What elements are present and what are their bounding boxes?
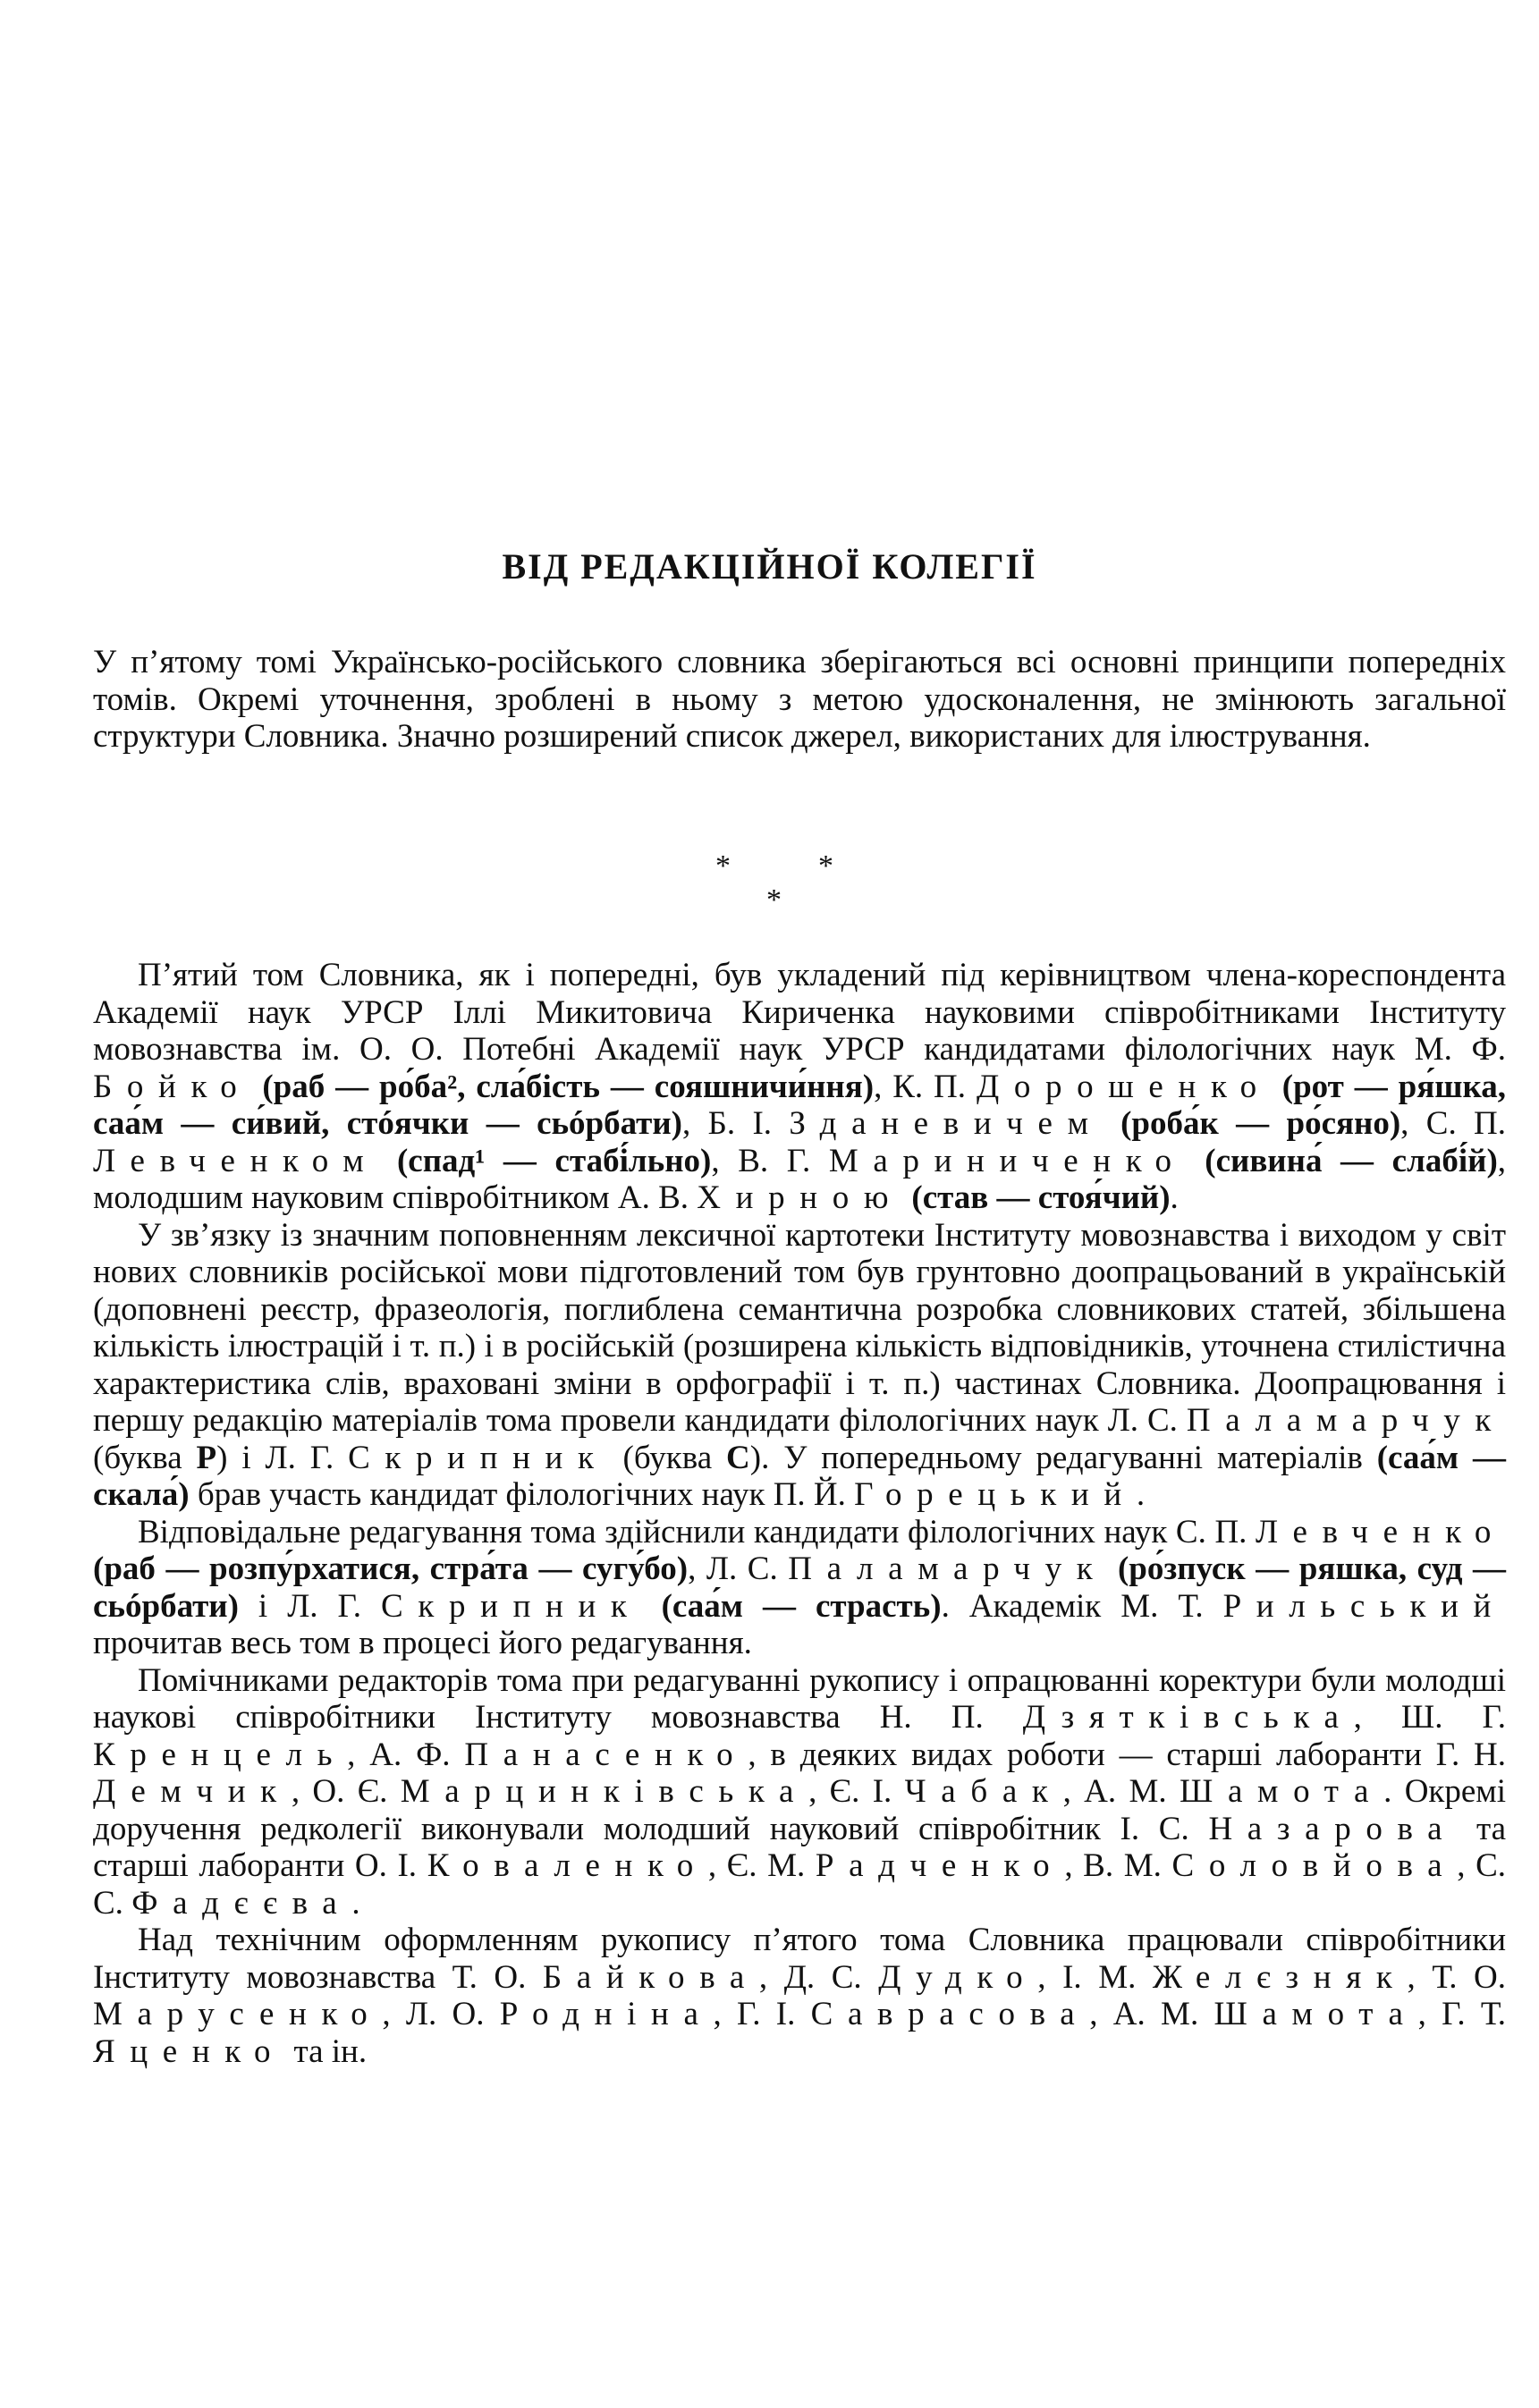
text-run: , С. С. (93, 1847, 1507, 1922)
text-run: , Л. О. (382, 1996, 500, 2032)
person-name: Фадєєва (131, 1884, 352, 1922)
text-run: , в деяких видах роботи — старші лаборанти Г. Н. (748, 1736, 1507, 1773)
text-run: , К. П. (874, 1068, 977, 1105)
person-name: Соловйова (1171, 1847, 1458, 1884)
text-run: , Г. І. (713, 1996, 811, 2032)
text-run: (буква (93, 1439, 197, 1476)
person-name: Марусенко (93, 1996, 383, 2032)
text-run (378, 1143, 397, 1179)
text-run: , В. М. (1064, 1847, 1172, 1884)
alphabet-range: (ро́зпуск — ряшка, суд — сьóрбати) (93, 1550, 1506, 1625)
paragraph-assistants (93, 1662, 1506, 1922)
text-run: , А. Ф. (347, 1736, 465, 1773)
person-name: Демчик (93, 1773, 292, 1810)
person-name: Паламарчук (788, 1550, 1108, 1587)
text-run: , Д. С. (758, 1958, 879, 1996)
text-run: , Ш. Г. (1353, 1699, 1506, 1736)
text-run: , Є. І. (808, 1773, 905, 1810)
text-run: , Л. С. (688, 1550, 789, 1587)
person-name: Скрипник (348, 1439, 609, 1476)
person-name: Яценко (93, 2032, 286, 2070)
text-run: , молодшим науковим співробітником А. В. (93, 1142, 1507, 1216)
text-run: ) і Л. Г. (216, 1439, 349, 1476)
person-name: Коваленко (427, 1847, 708, 1884)
separator-star: * (766, 883, 782, 917)
text-run: брав участь кандидат філологічних наук П. Й. (189, 1476, 855, 1513)
person-name: Панасенко (464, 1736, 748, 1773)
person-name: Шамота (1213, 1996, 1418, 2032)
text-run: . (351, 1884, 360, 1922)
person-name: Паламарчук (1186, 1402, 1506, 1439)
alphabet-range: (саа́м — скала́) (93, 1439, 1507, 1513)
alphabet-range: С (726, 1439, 750, 1476)
text-run: , Б. І. (682, 1105, 790, 1142)
person-name: Марцинківська (400, 1773, 809, 1810)
text-run (642, 1588, 662, 1625)
alphabet-range: (роба́к — ро́сяно) (1120, 1105, 1401, 1142)
alphabet-range: Р (196, 1439, 217, 1476)
person-name: Здaневичем (789, 1105, 1104, 1142)
text-run: , А. М. (1089, 1996, 1214, 2032)
text-run: та старші лаборанти О. І. (93, 1810, 1506, 1884)
body-text (93, 957, 1506, 2070)
person-name: Горецький (854, 1476, 1137, 1513)
text-run: . Окремі доручення редколегії виконували молодший науковий співробітник І. С. (93, 1773, 1506, 1847)
text-run: . (1136, 1476, 1146, 1513)
text-run (251, 1069, 262, 1105)
person-name: Саврасова (810, 1996, 1090, 2032)
alphabet-range: (раб — ро́ба², сла́бість — сояшничи́ння) (262, 1068, 875, 1105)
text-run: П’ятий том Словника, як і попередні, був укладений під керівництвом члена-кореспондента Академії наук УРСР Іллі Микитовича Кириченка науковими співробітниками Інституту мовознавства ім. О. О. Потебні Академії наук УРСР кандидатами філологічних наук М. Ф. (93, 957, 1506, 1068)
person-name: Радченко (815, 1847, 1065, 1884)
text-run: , Г. Т. (1417, 1996, 1506, 2032)
text-run (1104, 1105, 1120, 1142)
person-name: Левченко (1256, 1513, 1506, 1550)
text-run: Відповідальне редагування тома здійснили кандидати філологічних наук С. П. (138, 1513, 1256, 1550)
page-title: ВІД РЕДАКЦІЙНОЇ КОЛЕГІЇ (502, 546, 1037, 587)
alphabet-range: (став — стоя́чий) (911, 1179, 1171, 1216)
alphabet-range: (рот — ря́шка, саа́м — си́вий, стóячки — сьóрбати) (93, 1068, 1506, 1142)
person-name: Родніна (499, 1996, 714, 2032)
text-run: і Л. Г. (238, 1587, 382, 1625)
alphabet-range: (сивина́ — слабі́й) (1205, 1142, 1498, 1179)
person-name: Желєзняк (1152, 1958, 1408, 1996)
text-run: , О. Є. (291, 1773, 401, 1810)
person-name: Дорошенко (976, 1068, 1272, 1105)
text-run: (буква (608, 1439, 727, 1476)
text-run: , Т. О. (1407, 1958, 1506, 1996)
text-run (1107, 1550, 1118, 1587)
person-name: Шамота (1179, 1773, 1384, 1810)
person-name: Рильський (1222, 1587, 1507, 1625)
separator-star: * (818, 849, 833, 883)
intro-paragraph: У п’ятому томі Українсько-російського словника зберігаються всі основні принципи попередніх томів. Окремі уточнення, зроблені в ньому з метою удосконалення, не змінюють загальної структури Словника. Значно розширений список джерел, використаних для ілюстрування. (93, 644, 1506, 755)
paragraph-technical (93, 1922, 1506, 2070)
person-name: Скрипник (381, 1587, 642, 1625)
person-name: Чабак (904, 1773, 1063, 1810)
text-run: . (1170, 1179, 1179, 1216)
alphabet-range: (саа́м — страсть) (661, 1587, 942, 1625)
text-run: . Академік М. Т. (941, 1587, 1223, 1625)
text-run: та ін. (285, 2032, 368, 2070)
section-separator (0, 849, 1539, 921)
person-name: Хирною (697, 1179, 904, 1216)
alphabet-range: (спад¹ — стабі́льно) (396, 1142, 712, 1179)
text-run (1187, 1143, 1205, 1179)
text-run: Над технічним оформленням рукопису п’ятого тома Словника працювали співробітники Інституту мовознавства Т. О. (93, 1922, 1506, 1996)
text-run: Помічниками редакторів тома при редагуванні рукопису і опрацюванні коректури були молодші наукові співробітники Інституту мовознавства Н. П. (93, 1661, 1506, 1736)
text-run: ). У попередньому редагуванні матеріалів (749, 1439, 1377, 1476)
separator-star: * (715, 849, 731, 883)
text-run: , С. П. (1400, 1105, 1507, 1142)
text-run: , В. Г. (711, 1142, 829, 1179)
text-run: , І. М. (1037, 1958, 1153, 1996)
alphabet-range: (раб — розпу́рхатися, стра́та — сугу́бо) (93, 1550, 689, 1587)
paragraph-editors (93, 1514, 1506, 1662)
paragraph-authors (93, 957, 1506, 1217)
text-run (1272, 1069, 1282, 1105)
person-name: Мариниченко (828, 1142, 1187, 1179)
person-name: Левченком (93, 1142, 379, 1179)
text-run: , Є. М. (707, 1847, 816, 1884)
text-run: , А. М. (1062, 1773, 1180, 1810)
text-run: прочитав весь том в процесі його редагування. (93, 1625, 752, 1661)
person-name: Дзятківська (1022, 1699, 1354, 1736)
person-name: Дудко (878, 1958, 1038, 1996)
person-name: Назарова (1208, 1810, 1458, 1847)
text-run: У зв’язку із значним поповненням лексичної картотеки Інституту мовознавства і виходом у світ нових словників російської мови підготовлений том був грунтовно доопрацьований в українській (доповнені реєстр, фразеологія, поглиблена семантична розробка словникових статей, збільшена кількість ілюстрацій і т. п.) і в російській (розширена кількість відповідників, уточнена стилістична характеристика слів, враховані зміни в орфографії і т. п.) частинах Словника. Доопрацювання і першу редакцію матеріалів тома провели кандидати філологічних наук Л. С. (93, 1216, 1506, 1439)
person-name: Кренцель (93, 1736, 348, 1773)
person-name: Байкова (542, 1958, 759, 1996)
paragraph-revision (93, 1217, 1506, 1514)
person-name: Бойко (93, 1068, 252, 1105)
